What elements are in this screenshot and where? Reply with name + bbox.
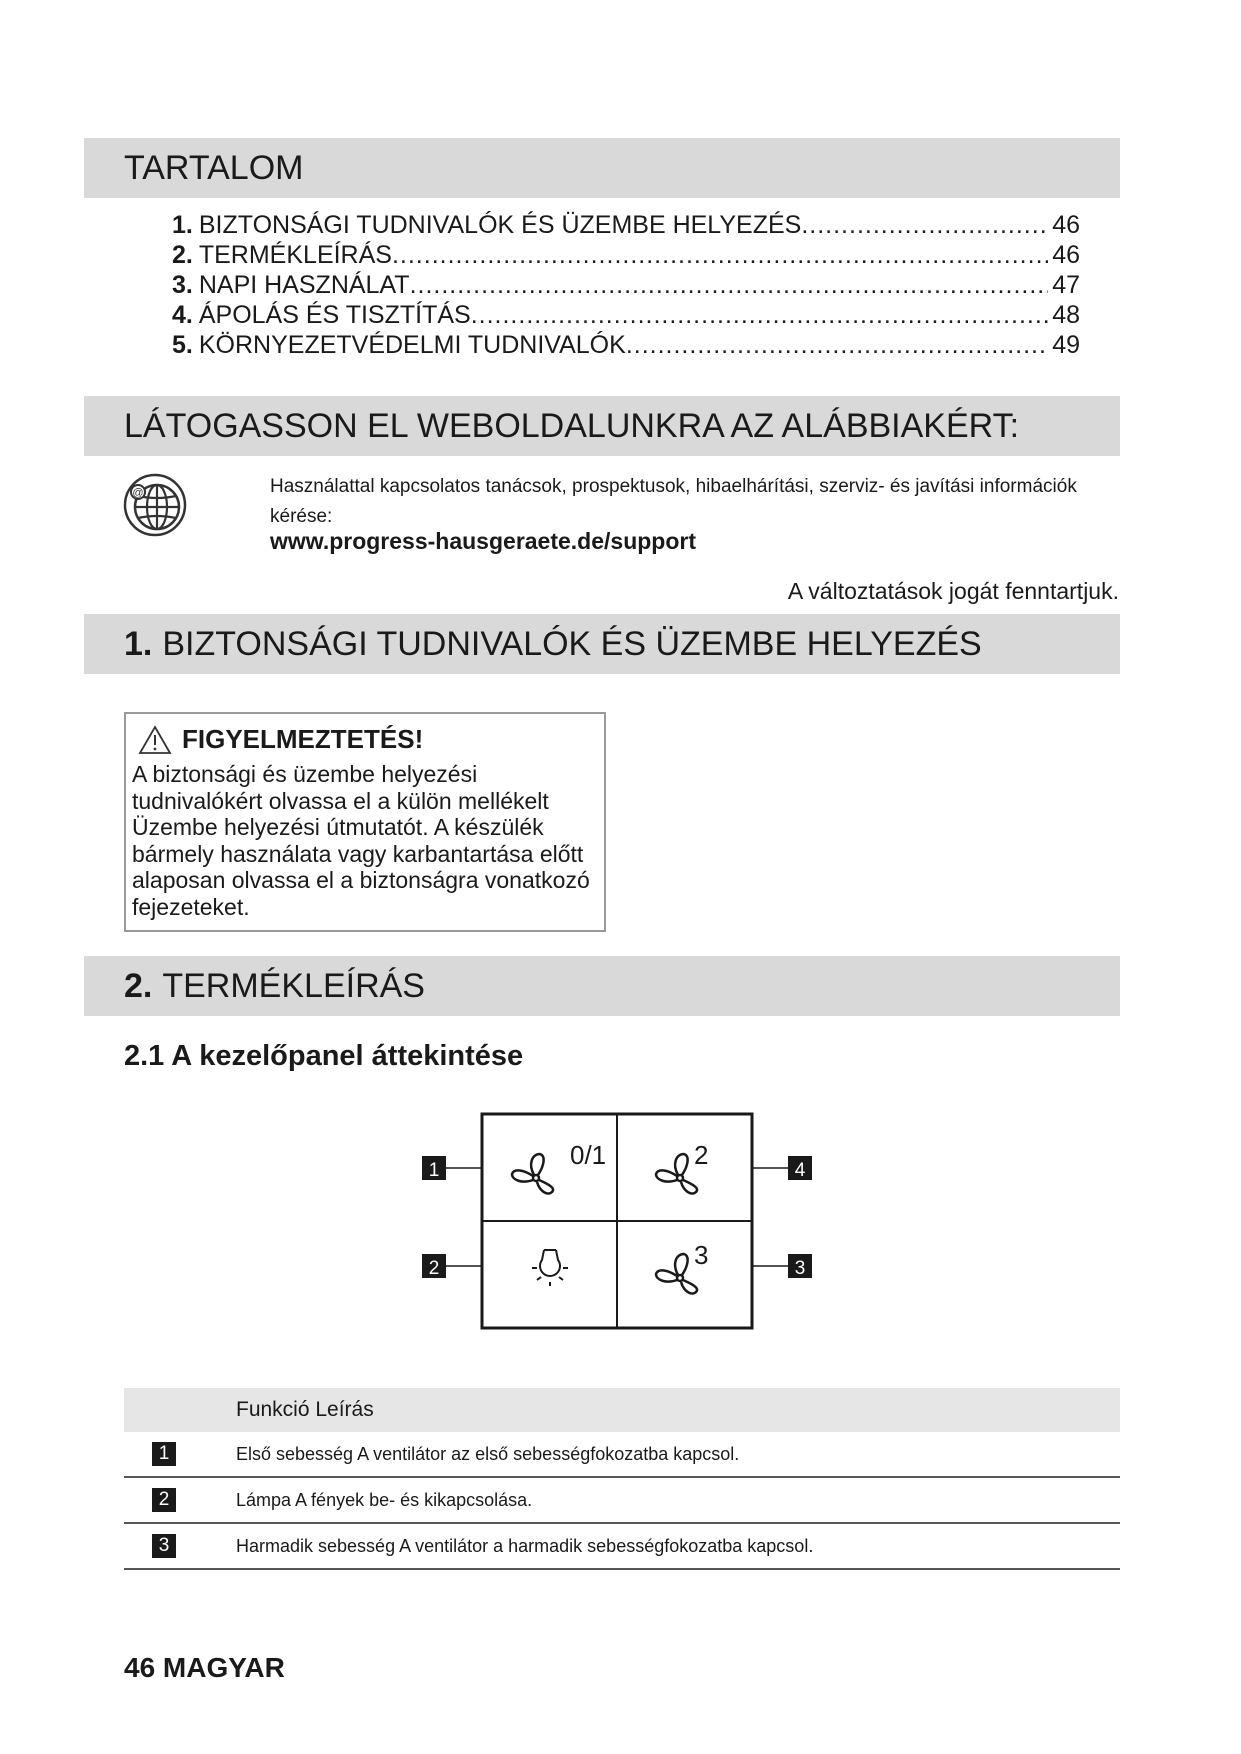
toc-entry-page: 49	[1052, 331, 1080, 359]
fan-speed-1-button[interactable]	[512, 1140, 606, 1194]
svg-text:4: 4	[794, 1160, 806, 1181]
table-of-contents	[172, 210, 1080, 360]
row-description: Harmadik sebesség A ventilátor a harmadik sebességfokozatba kapcsol.	[236, 1535, 814, 1556]
svg-text:2: 2	[428, 1258, 440, 1279]
page-footer: 46 MAGYAR	[124, 1652, 285, 1683]
toc-entry-page: 47	[1052, 271, 1080, 299]
svg-text:1: 1	[428, 1160, 440, 1181]
section1-number: 1.	[124, 624, 153, 663]
warning-title: FIGYELMEZTETÉS!	[182, 724, 424, 754]
toc-header	[84, 138, 1120, 198]
row-number-badge: 3	[152, 1534, 176, 1558]
toc-entry-number: 5.	[172, 331, 193, 359]
toc-entry-title: BIZTONSÁGI TUDNIVALÓK ÉS ÜZEMBE HELYEZÉS	[198, 211, 802, 239]
control-panel-subtitle: 2.1 A kezelőpanel áttekintése	[124, 1040, 524, 1072]
toc-leader-dots	[801, 210, 1048, 240]
toc-entry[interactable]	[172, 240, 1080, 270]
toc-title: TARTALOM	[124, 148, 304, 187]
fan-icon	[656, 1254, 697, 1294]
row-number-badge: 2	[152, 1488, 176, 1512]
web-description: Használattal kapcsolatos tanácsok, prospektusok, hibaelhárítási, szerviz- és javítási információk kérése:	[270, 476, 1077, 527]
toc-entry-title: KÖRNYEZETVÉDELMI TUDNIVALÓK	[198, 331, 626, 359]
row-number-badge: 1	[152, 1442, 176, 1466]
fan-speed-3-button[interactable]	[656, 1240, 708, 1294]
toc-entry[interactable]	[172, 300, 1080, 330]
row-description: Lámpa A fények be- és kikapcsolása.	[236, 1489, 533, 1510]
button-label: 3	[694, 1240, 709, 1270]
toc-entry[interactable]	[172, 270, 1080, 300]
toc-entry-number: 3.	[172, 271, 193, 299]
callout-1	[422, 1156, 482, 1181]
toc-leader-dots	[471, 300, 1048, 330]
fan-icon	[656, 1154, 697, 1194]
table-header-label: Funkció Leírás	[236, 1398, 374, 1421]
callout-4	[752, 1156, 812, 1181]
section1-title: BIZTONSÁGI TUDNIVALÓK ÉS ÜZEMBE HELYEZÉS	[162, 624, 982, 663]
web-title: LÁTOGASSON EL WEBOLDALUNKRA AZ ALÁBBIAKÉRT:	[124, 406, 1020, 445]
callout-2	[422, 1254, 482, 1279]
lamp-button[interactable]	[532, 1250, 568, 1286]
toc-entry[interactable]	[172, 210, 1080, 240]
warning-heading	[138, 724, 598, 755]
rights-notice: A változtatások jogát fenntartjuk.	[787, 578, 1119, 604]
toc-entry-page: 46	[1052, 211, 1080, 239]
warning-text: A biztonsági és üzembe helyezési tudnivalókért olvassa el a külön mellékelt Üzembe helyezési útmutatót. A készülék bármely használata vagy karbantartása előtt alaposan olvassa el a biztonságra vonatkozó fejezeteket.	[132, 761, 590, 920]
control-panel-diagram	[410, 1108, 830, 1338]
table-header	[124, 1388, 1120, 1432]
globe-icon	[122, 472, 188, 538]
toc-entry-number: 1.	[172, 211, 193, 239]
toc-entry-page: 48	[1052, 301, 1080, 329]
support-link[interactable]: www.progress-hausgeraete.de/support	[270, 528, 697, 554]
toc-entry-title: ÁPOLÁS ÉS TISZTÍTÁS	[198, 301, 471, 329]
function-table	[124, 1388, 1120, 1570]
lamp-icon	[532, 1250, 568, 1286]
toc-entry-number: 2.	[172, 241, 193, 269]
toc-entry-title: NAPI HASZNÁLAT	[198, 271, 410, 299]
section2-number: 2.	[124, 966, 153, 1005]
button-label: 2	[694, 1140, 709, 1170]
table-row	[124, 1478, 1120, 1524]
toc-entry-page: 46	[1052, 241, 1080, 269]
web-header	[84, 396, 1120, 456]
callout-3	[752, 1254, 812, 1279]
table-row	[124, 1432, 1120, 1478]
toc-entry-number: 4.	[172, 301, 193, 329]
warning-box	[124, 712, 606, 932]
toc-leader-dots	[626, 330, 1048, 360]
warning-triangle-icon	[138, 725, 172, 755]
button-label: 0/1	[570, 1140, 607, 1170]
toc-leader-dots	[410, 270, 1049, 300]
section1-header	[84, 614, 1120, 674]
svg-text:@: @	[132, 487, 144, 499]
toc-leader-dots	[392, 240, 1048, 270]
toc-entry[interactable]	[172, 330, 1080, 360]
toc-entry-title: TERMÉKLEÍRÁS	[198, 241, 392, 269]
row-description: Első sebesség A ventilátor az első sebességfokozatba kapcsol.	[236, 1443, 740, 1464]
section2-title: TERMÉKLEÍRÁS	[162, 966, 425, 1005]
fan-speed-2-button[interactable]	[656, 1140, 708, 1194]
section2-header	[84, 956, 1120, 1016]
table-row	[124, 1524, 1120, 1570]
fan-icon	[512, 1154, 553, 1194]
svg-text:3: 3	[794, 1258, 806, 1279]
